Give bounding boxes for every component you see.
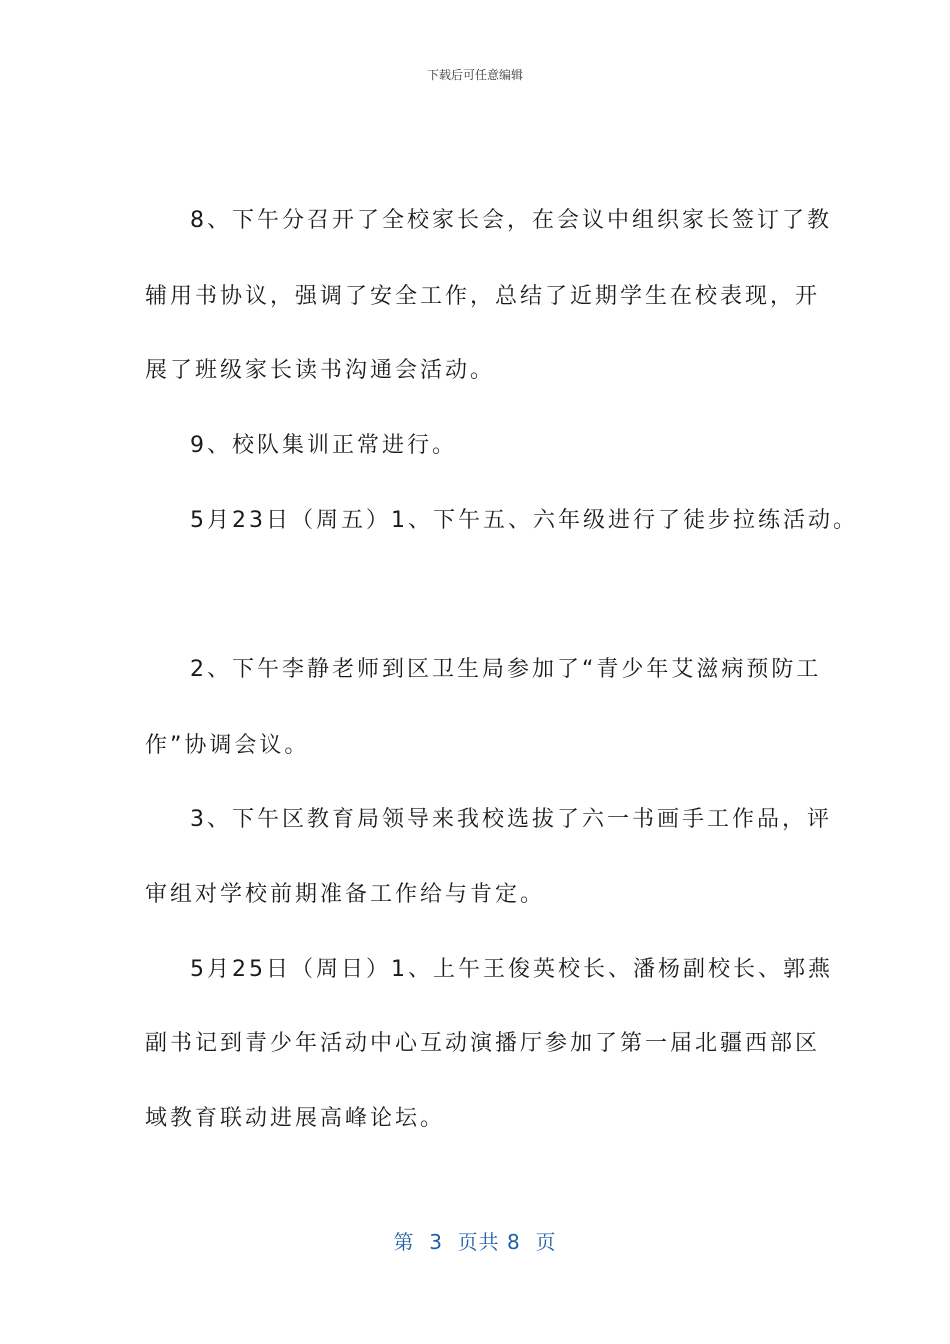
page-header-note: 下载后可任意编辑 <box>426 68 523 82</box>
paragraph-line: 副书记到青少年活动中心互动演播厅参加了第一届北疆西部区 <box>145 1031 821 1056</box>
paragraph-line: 5月25日（周日）1、上午王俊英校长、潘杨副校长、郭燕 <box>190 957 833 982</box>
paragraph-line: 审组对学校前期准备工作给与肯定。 <box>145 882 546 907</box>
paragraph-line: 域教育联动进展高峰论坛。 <box>145 1106 446 1131</box>
paragraph-line: 3、下午区教育局领导来我校选拔了六一书画手工作品，评 <box>190 807 832 832</box>
paragraph-line: 9、校队集训正常进行。 <box>190 433 457 458</box>
paragraph-line: 展了班级家长读书沟通会活动。 <box>145 358 496 383</box>
paragraph-line: 8、下午分召开了全校家长会，在会议中组织家长签订了教 <box>190 208 832 233</box>
paragraph-line: 作”协调会议。 <box>145 733 310 758</box>
paragraph-line: 5月23日（周五）1、下午五、六年级进行了徒步拉练活动。 <box>190 508 858 533</box>
paragraph-line: 2、下午李静老师到区卫生局参加了“青少年艾滋病预防工 <box>190 657 822 682</box>
page-number-footer: 第 3 页共 8 页 <box>393 1230 557 1254</box>
paragraph-line: 辅用书协议，强调了安全工作，总结了近期学生在校表现，开 <box>145 284 821 309</box>
